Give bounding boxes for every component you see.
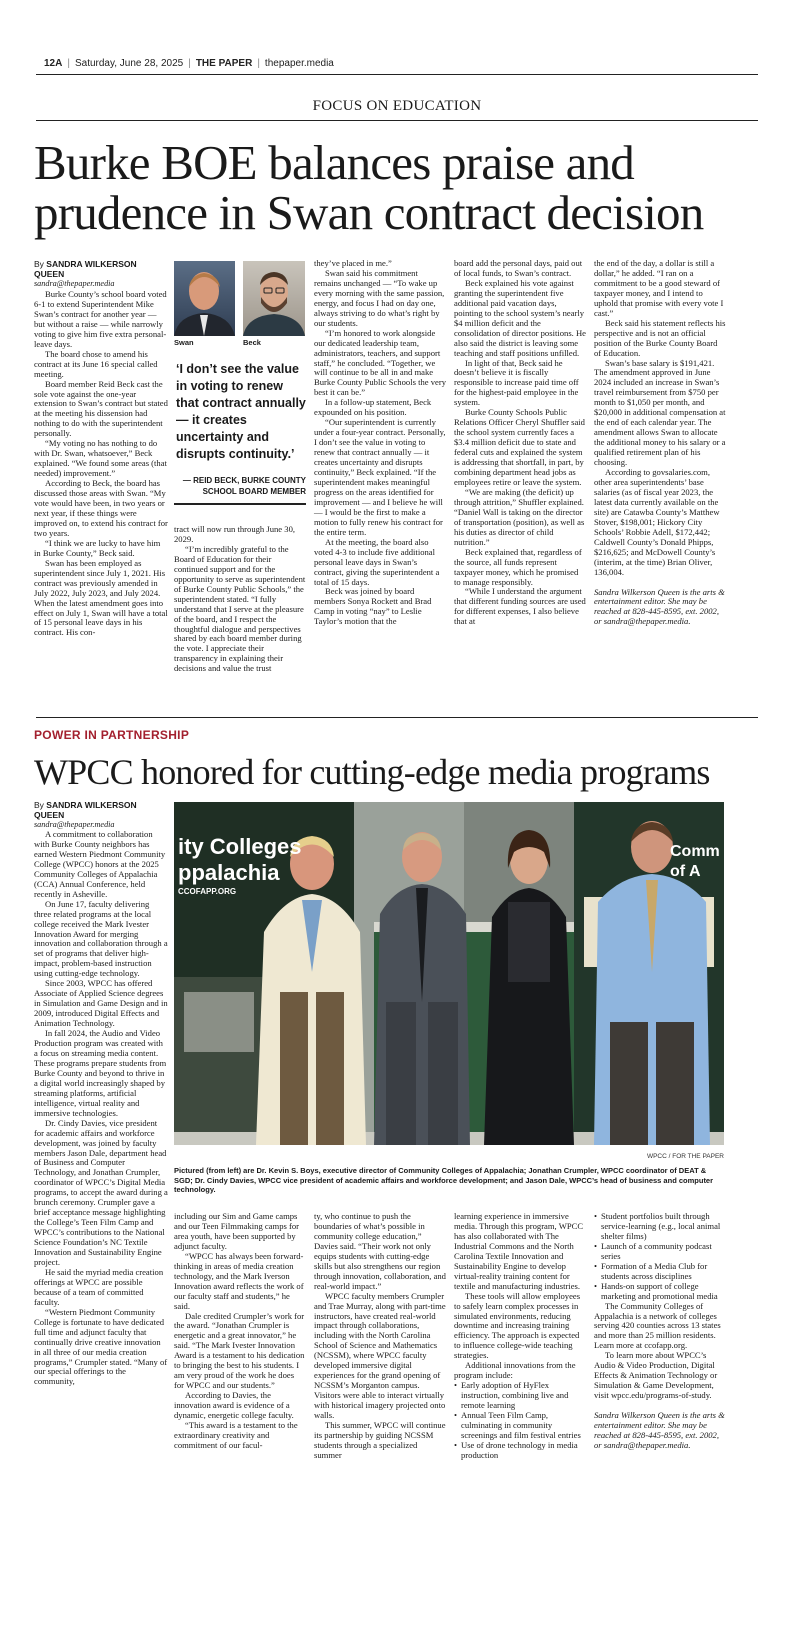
quote-attr-line1: — REID BECK, BURKE COUNTY <box>182 476 306 485</box>
photo-caption: Pictured (from left) are Dr. Kevin S. Boys, executive director of Community Colleges of Appalachia; Jonathan Crumpler, WPCC coordinator of DEAT & SGD; Dr. Cindy Davies, WPCC vice president of academic affairs and workforce development; and Jason Dale, WPCC’s head of business and computer technology. <box>174 1166 714 1194</box>
paragraph: In a follow-up statement, Beck expounded on his position. <box>314 397 432 418</box>
paragraph: Beck explained his vote against granting the superintendent five additional paid vacation days, pointing to the school system’s nearly $4 million deficit and the consolidation of director positions. He also said the district is leaving some teaching and staff positions unfilled. <box>454 277 586 358</box>
story2-column-2 <box>174 1212 306 1451</box>
paragraph: To learn more about WPCC’s Audio & Video Production, Digital Effects & Animation Technology or Simulation & Game Development, visit wpcc.edu/programs-of-study. <box>594 1350 718 1401</box>
bullet-list <box>454 1381 586 1461</box>
author-tagline: Sandra Wilkerson Queen is the arts & entertainment editor. She may be reached at 828-445-8595, ext. 2002, or sandra@thepaper.media. <box>594 586 725 627</box>
beck-headshot <box>243 261 305 336</box>
paragraph: “We are making (the deficit) up through attrition,” Shuffler explained. “Daniel Wall is taking on the director of transportation (position), as well as his duties as director of child nutrition.” <box>454 486 585 547</box>
section-title: FOCUS ON EDUCATION <box>312 98 482 114</box>
paragraph: At the meeting, the board also voted 4-3 to include five additional personal leave days in Swan’s contract, giving the superintendent a total of 15 days. <box>314 536 440 587</box>
paragraph: learning experience in immersive media. Through this program, WPCC has also collaborated with The Industrial Commons and the North Carolina Textile Innovation and Sustainability Engine to develop virtual-reality training content for textile and manufacturing industries. <box>454 1211 584 1291</box>
paragraph: This summer, WPCC will continue its partnership by guiding NCSSM students through a specialized summer <box>314 1420 446 1460</box>
story1-column-2 <box>174 525 306 674</box>
quote-rule <box>174 503 306 505</box>
story2-kicker: POWER IN PARTNERSHIP <box>34 728 190 742</box>
paragraph: including our Sim and Game camps and our Teen Filmmaking camps for area youth, have been supported by adjunct faculty. <box>174 1211 300 1251</box>
photo-credit: WPCC / FOR THE PAPER <box>646 1153 724 1160</box>
story1-headline-line2: prudence in Swan contract decision <box>34 185 704 240</box>
paragraph: Beck said his statement reflects his perspective and is not an official position of the Burke County Board of Education. <box>594 317 726 358</box>
banner-right-line1: Comm <box>670 843 720 860</box>
paragraph: Additional innovations from the program include: <box>454 1360 576 1381</box>
paragraph: Dale credited Crumpler’s work for the award. “Jonathan Crumpler is energetic and a great innovator,” he said. “The Mark Ivester Innovation Award is a testament to his dedication to bringing the best to his students. I am very proud of the work he does for WPCC and our students.” <box>174 1310 305 1391</box>
paragraph: He said the myriad media creation offerings at WPCC are possible because of a team of committed faculty. <box>34 1266 164 1307</box>
bullet-item: • Student portfolios built through service-learning (e.g., local animal shelter films) <box>594 1212 726 1242</box>
bullet-item: • Formation of a Media Club for students across disciplines <box>594 1262 726 1282</box>
paragraph: “Our superintendent is currently under a four-year contract. Personally, I don’t see the value in voting to renew that contract annually — it creates uncertainty and disrupts continuity,” Beck explained. “If the superintendent makes meaningful progress on the areas identified for improvement — and I believe he will — I would be the first to make a motion to fully renew his contract for the entire term. <box>314 417 446 537</box>
pull-quote-attribution <box>176 475 306 497</box>
paragraph: Swan’s base salary is $191,421. The amendment approved in June 2024 included an increase in Swan’s travel reimbursement from $750 per month to $1,050 per month, and $20,000 in additional compensation at the end of each calendar year. The amendment allows Swan to allocate the additional money to his salary or a qualified retirement plan of his choosing. <box>594 357 726 468</box>
paper-site: thepaper.media <box>264 58 334 69</box>
paragraph: The Community Colleges of Appalachia is a network of colleges serving 420 counties across 13 states and more than 25 million residents. Learn more at ccofapp.org. <box>594 1300 721 1351</box>
paragraph: Beck was joined by board members Sonya Rockett and Brad Camp in voting “nay” to Leslie Taylor’s motion that the <box>314 586 432 627</box>
story1-column-5 <box>594 259 726 627</box>
paragraph: “I’m incredibly grateful to the Board of Education for their continued support and for the opportunity to serve as superintendent of Burke County Public Schools,” the superintendent stated. “I fully understand that I serve at the pleasure of the board, and I respect the thoughtful dialogue and perspectives shared by each board member during the vote. I appreciate their transparency in explaining their decisions and value the trust <box>174 543 306 674</box>
pull-quote: ‘I don’t see the value in voting to renew that contract annually — it creates uncertainty and disrupts continuity.’ <box>176 362 306 461</box>
story2-column-1 <box>34 830 168 1387</box>
paragraph: These tools will allow employees to safely learn complex processes in simulated environments, reducing downtime and increasing training efficiency. The approach is expected to influence college-wide teaching strategies. <box>454 1290 581 1361</box>
paragraph: “WPCC has always been forward-thinking in areas of media creation technology, and the Mark Iverson Innovation award reflects the work of our faculty staff and students,” he said. <box>174 1250 304 1311</box>
page-number: 12A <box>44 58 63 69</box>
story1-byline-block <box>34 259 168 288</box>
banner-right-text <box>670 842 720 882</box>
paragraph: In light of that, Beck said he doesn’t believe it is fiscally responsible to increase paid time off for the highest-paid employee in the system. <box>454 357 579 408</box>
story1-column-3 <box>314 259 446 627</box>
paragraph: “I think we are lucky to have him in Burke County,” Beck said. <box>34 537 161 558</box>
paragraph: Swan has been employed as superintendent since July 1, 2021. His contract was previously amended in July 2022, July 2023, and July 2024. When the latest amendment goes into effect on July 1, Swan will have a total of 15 personal leave days in his contract. His con- <box>34 557 168 638</box>
paragraph: “My voting no has nothing to do with Dr. Swan, whatsoever,” Beck explained. “We found some areas (that needed) improvement.” <box>34 438 167 479</box>
paragraph: On June 17, faculty delivering three related programs at the local college received the Mark Ivester Innovation Award for merging innovation and collaboration through a set of programs that deliver high-impact, problem-based instruction using cutting-edge technology. <box>34 898 168 979</box>
paragraph: Burke County’s school board voted 6-1 to extend Superintendent Mike Swan’s contract for another year — but without a raise — while narrowly voting to give him five extra personal-leave days. <box>34 289 167 349</box>
paragraph: WPCC faculty members Crumpler and Trae Murray, along with part-time instructors, have created real-world impact through collaborations, including with the North Carolina School of Science and Mathematics (NCSSM), where WPCC faculty developed immersive digital experiences for the grand opening of NCSSM’s Morganton campus. Visitors were able to interact virtually with historical imagery projected onto walls. <box>314 1290 446 1421</box>
paragraph: A commitment to collaboration with Burke County neighbors has earned Western Piedmont Community College (WPCC) honors at the 2025 Community Colleges of Appalachia (CCA) Annual Conference, held recently in Asheville. <box>34 829 166 899</box>
paragraph: “Western Piedmont Community College is fortunate to have dedicated full time and adjunct faculty that continually drive creative innovation in all three of our media creation programs,” Crumpler stated. “Many of our special offerings to the community, <box>34 1306 168 1387</box>
banner-right-line2: of A <box>670 863 701 880</box>
bullet-item: • Hands-on support of college marketing and promotional media <box>594 1282 726 1302</box>
swan-headshot <box>174 261 235 336</box>
banner-line1: ity Colleges <box>178 834 302 859</box>
section-rule <box>36 120 758 121</box>
header-rule <box>36 74 758 75</box>
banner-left-text <box>178 834 301 898</box>
byline-email: sandra@thepaper.media <box>34 820 115 829</box>
story2-column-5 <box>594 1212 726 1451</box>
bullet-item: • Launch of a community podcast series <box>594 1242 726 1262</box>
paragraph: the end of the day, a dollar is still a dollar,” he added. “I ran on a commitment to be a good steward of taxpayer money, and I intend to uphold that promise with every vote I cast.” <box>594 258 724 318</box>
award-group-photo <box>174 802 724 1145</box>
banner-line3: CCOFAPP.ORG <box>178 887 237 896</box>
beck-caption: Beck <box>243 338 261 347</box>
story-divider <box>36 717 758 718</box>
bullet-list <box>594 1212 726 1302</box>
paragraph: The board chose to amend his contract at its June 16 special called meeting. <box>34 348 158 379</box>
story1-column-4 <box>454 259 586 627</box>
paragraph: “This award is a testament to the extraordinary creativity and commitment of our facul- <box>174 1420 298 1450</box>
paragraph: Beck explained that, regardless of the source, all funds represent taxpayer money, which he promised to manage responsibly. <box>454 546 582 587</box>
story2-headline: WPCC honored for cutting-edge media programs <box>34 752 710 792</box>
bullet-item: • Use of drone technology in media production <box>454 1441 586 1461</box>
paragraph: Burke County Schools Public Relations Officer Cheryl Shuffler said the school system currently faces a $3.4 million deficit due to state and federal cuts and explained the system is addressing that shortfall, in part, by combining department head jobs as employees retire or leave the system. <box>454 407 585 487</box>
story1-headline <box>34 135 764 240</box>
paragraph: Board member Reid Beck cast the sole vote against the one-year extension to Swan’s contract but stated at the meeting his dissension had nothing to do with the superintendent personally. <box>34 378 168 439</box>
story2-byline-block <box>34 800 168 829</box>
quote-attr-line2: SCHOOL BOARD MEMBER <box>202 487 306 496</box>
paragraph: Dr. Cindy Davies, vice president for academic affairs and workforce development, was joined by faculty members Jason Dale, department head of Business and Computer Technology, and Jonathan Crumpler, coordinator of WPCC’s Digital Media programs, to accept the award during a brunch ceremony. Crumpler gave a brief acceptance message highlighting the College’s Teen Film Camp and WPCC’s contributions to the National Science Foundation’s NC Textile Innovation and Sustainability Engine project. <box>34 1117 168 1267</box>
story2-column-4 <box>454 1212 586 1461</box>
bullet-item: • Annual Teen Film Camp, culminating in community screenings and film festival entries <box>454 1411 586 1441</box>
paragraph: Since 2003, WPCC has offered Associate of Applied Science degrees in Simulation and Game Design and in 2009, introduced Digital Effects and Animation Technology. <box>34 978 168 1029</box>
byline-prefix: By <box>34 259 44 269</box>
byline-prefix: By <box>34 800 44 810</box>
bullet-item: • Early adoption of HyFlex instruction, combining live and remote learning <box>454 1381 586 1411</box>
story1-column-1 <box>34 290 168 638</box>
issue-date: Saturday, June 28, 2025 <box>74 58 184 69</box>
author-tagline: Sandra Wilkerson Queen is the arts & entertainment editor. She may be reached at 828-445-8595, ext. 2002, or sandra@thepaper.media. <box>594 1410 725 1450</box>
banner-line2: ppalachia <box>178 860 280 885</box>
paragraph: According to Beck, the board has discussed those areas with Swan. “My vote would have been, in two years or next year, if these things were improved on, to extend his contract for two years. <box>34 478 168 538</box>
byline-name: SANDRA WILKERSON QUEEN <box>34 259 137 279</box>
paragraph: “I’m honored to work alongside our dedicated leadership team, administrators, teachers, and support staff,” he concluded. “Together, we will continue to be all in and make Burke County Public Schools the very best it can be.” <box>314 327 446 398</box>
story2-column-3 <box>314 1212 446 1461</box>
byline-email: sandra@thepaper.media <box>34 279 115 288</box>
paragraph: According to govsalaries.com, other area superintendents’ base salaries (as of fiscal year 2023, the latest data currently available on the site) are Catawba County’s Matthew Stover, $198,001; Hickory City Schools’ Robbie Adell, $172,442; Caldwell County’s Donald Phipps, $216,625; and McDowell County’s (interim, at the time) Brian Oliver, 136,004. <box>594 467 720 577</box>
paragraph: According to Davies, the innovation award is evidence of a dynamic, energetic college faculty. <box>174 1390 294 1421</box>
paragraph: tract will now run through June 30, 2029. <box>174 524 296 544</box>
story1-headline-line1: Burke BOE balances praise and <box>34 135 634 190</box>
paragraph: board add the personal days, paid out of local funds, to Swan’s contract. <box>454 258 583 278</box>
byline-name: SANDRA WILKERSON QUEEN <box>34 800 137 820</box>
paragraph: In fall 2024, the Audio and Video Production program was created with a focus on streaming media content. These programs prepare students from Burke County and beyond to thrive in a digital world increasingly shaped by streaming platforms, artificial intelligence, virtual reality and immersive technologies. <box>34 1028 167 1118</box>
paragraph: ty, who continue to push the boundaries of what’s possible in community college education,” Davies said. “Their work not only equips students with cutting-edge skills but also strengthens our region through innovation, collaboration, and real-world impact.” <box>314 1211 446 1291</box>
page-header: 12A | Saturday, June 28, 2025 | THE PAPER | thepaper.media <box>44 58 334 69</box>
paragraph: “While I understand the argument that different funding sources are used for different expenses, I also believe that at <box>454 586 586 627</box>
paragraph: they’ve placed in me.” <box>314 258 392 268</box>
paper-name: THE PAPER <box>195 58 253 69</box>
paragraph: Swan said his commitment remains unchanged — “To wake up every morning with the same passion, energy, and focus I had on day one, always striving to do what’s right by our students. <box>314 267 445 328</box>
swan-caption: Swan <box>174 338 194 347</box>
